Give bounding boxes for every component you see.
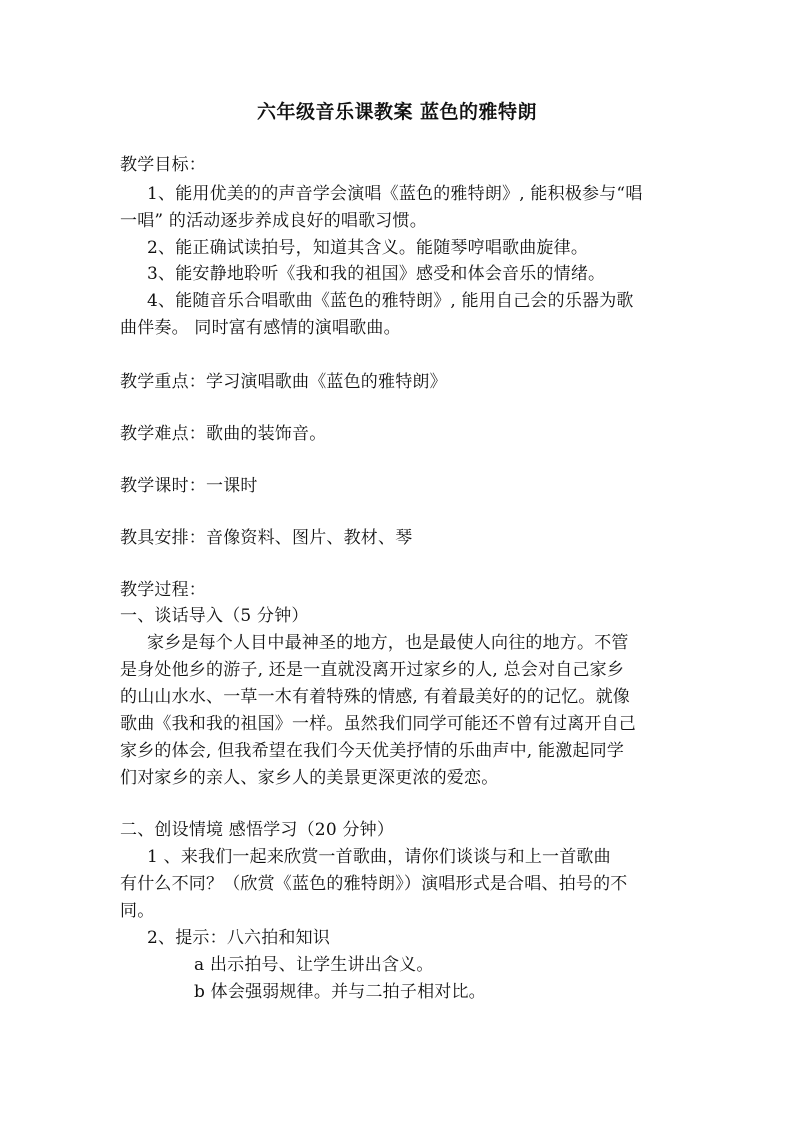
section-1-paragraph-line-3: 的山山水水、一草一木有着特殊的情感, 有着最美好的的记忆。就像 (120, 687, 631, 707)
document-title: 六年级音乐课教案 蓝色的雅特朗 (256, 101, 538, 123)
teaching-lesson-time: 教学课时：一课时 (120, 476, 258, 496)
section-1-paragraph-line-2: 是身处他乡的游子, 还是一直就没离开过家乡的人, 总会对自己家乡 (120, 660, 625, 680)
objective-1-line-2: 一唱” 的活动逐步养成良好的唱歌习惯。 (120, 211, 427, 231)
teaching-difficulty: 教学难点：歌曲的装饰音。 (120, 424, 327, 444)
section-1-heading: 一、谈话导入（5 分钟） (120, 606, 309, 626)
objective-1-line-1: 1、能用优美的的声音学会演唱《蓝色的雅特朗》, 能积极参与“唱 (147, 184, 643, 204)
section-2-item-1-line-2: 有什么不同？（欣赏《蓝色的雅特朗》）演唱形式是合唱、拍号的不 (120, 874, 628, 894)
section-2-item-1-line-3: 同。 (120, 901, 155, 921)
section-1-paragraph-line-5: 家乡的体会, 但我希望在我们今天优美抒情的乐曲声中, 能激起同学 (120, 741, 625, 761)
objective-3: 3、能安静地聆听《我和我的祖国》感受和体会音乐的情绪。 (147, 264, 606, 284)
objective-4-line-1: 4、能随音乐合唱歌曲《蓝色的雅特朗》, 能用自己会的乐器为歌 (147, 291, 634, 311)
objectives-heading: 教学目标： (120, 155, 206, 175)
section-2-item-2-a: a 出示拍号、让学生讲出含义。 (194, 955, 434, 975)
section-2-item-2: 2、提示：八六拍和知识 (147, 928, 331, 948)
process-heading: 教学过程： (120, 580, 206, 600)
section-1-paragraph-line-1: 家乡是每个人目中最神圣的地方，也是最使人向往的地方。不管 (147, 633, 629, 653)
section-1-paragraph-line-6: 们对家乡的亲人、家乡人的美景更深更浓的爱恋。 (120, 768, 499, 788)
section-2-heading: 二、创设情境 感悟学习（20 分钟） (120, 820, 395, 840)
section-1-paragraph-line-4: 歌曲《我和我的祖国》一样。虽然我们同学可能还不曾有过离开自己 (120, 714, 636, 734)
teaching-key-point: 教学重点：学习演唱歌曲《蓝色的雅特朗》 (120, 372, 447, 392)
objective-4-line-2: 曲伴奏。 同时富有感情的演唱歌曲。 (120, 318, 401, 338)
objective-2: 2、能正确试读拍号，知道其含义。能随琴哼唱歌曲旋律。 (147, 238, 589, 258)
teaching-materials: 教具安排：音像资料、图片、教材、琴 (120, 528, 413, 548)
section-2-item-2-b: b 体会强弱规律。并与二拍子相对比。 (194, 982, 486, 1002)
section-2-item-1-line-1: 1 、来我们一起来欣赏一首歌曲，请你们谈谈与和上一首歌曲 (147, 847, 611, 867)
